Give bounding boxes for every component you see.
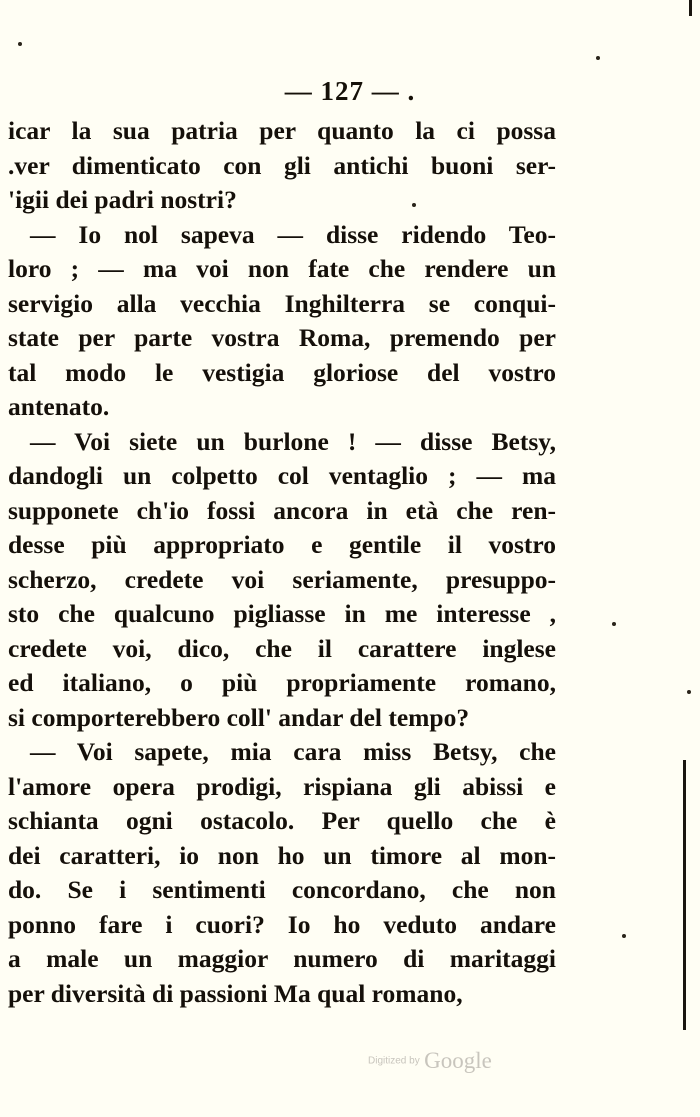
text-line: servigio alla vecchia Inghilterra se conqui- (8, 288, 556, 318)
text-line: scherzo, credete voi seriamente, presuppo- (8, 564, 556, 594)
google-logo: Google (424, 1048, 492, 1073)
body-text (8, 114, 556, 1011)
text-line: sto che qualcuno pigliasse in me interesse , (8, 599, 556, 628)
page-number: — 127 — . (284, 76, 416, 106)
ink-speck (612, 622, 616, 626)
text-line: dei caratteri, io non ho un timore al mon- (8, 840, 556, 870)
text-line: a male un maggior numero di maritaggi (8, 944, 556, 973)
text-line: state per parte vostra Roma, premendo per (8, 323, 556, 352)
ink-speck (687, 690, 691, 694)
text-line: per diversità di passioni Ma qual romano, (8, 978, 463, 1008)
page-edge-rule (683, 760, 686, 1030)
watermark-prefix: Digitized by (368, 1055, 420, 1067)
ink-speck (622, 934, 626, 938)
text-line: .ver dimenticato con gli antichi buoni ser- (8, 150, 556, 180)
text-line: desse più appropriato e gentile il vostro (8, 530, 556, 559)
text-line: icar la sua patria per quanto la ci possa (8, 116, 556, 145)
text-line: credete voi, dico, che il carattere inglese (8, 633, 556, 663)
text-line: schianta ogni ostacolo. Per quello che è (8, 806, 556, 835)
text-line: tal modo le vestigia gloriose del vostro (8, 357, 556, 387)
ink-speck (412, 203, 416, 207)
digitized-watermark (368, 1048, 492, 1074)
text-line: si comporterebbero coll' andar del tempo? (8, 702, 470, 732)
text-line: — Io nol sapeva — disse ridendo Teo- (30, 219, 556, 249)
text-line: ed italiano, o più propriamente romano, (8, 668, 556, 697)
text-line: — Voi sapete, mia cara miss Betsy, che (30, 737, 556, 766)
ink-speck (596, 56, 600, 60)
corner-mark (689, 0, 692, 16)
text-line: loro ; — ma voi non fate che rendere un (8, 254, 556, 283)
text-line: supponete ch'io fossi ancora in età che ren- (8, 495, 556, 525)
text-line: ponno fare i cuori? Io ho veduto andare (8, 909, 556, 939)
text-line: do. Se i sentimenti concordano, che non (8, 875, 556, 904)
ink-speck (18, 42, 22, 46)
text-line: — Voi siete un burlone ! — disse Betsy, (30, 426, 556, 456)
text-line: 'igii dei padri nostri? (8, 185, 237, 214)
text-line: dandogli un colpetto col ventaglio ; — ma (8, 461, 556, 490)
text-line: antenato. (8, 392, 110, 421)
text-line: l'amore opera prodigi, rispiana gli abissi e (8, 771, 556, 801)
